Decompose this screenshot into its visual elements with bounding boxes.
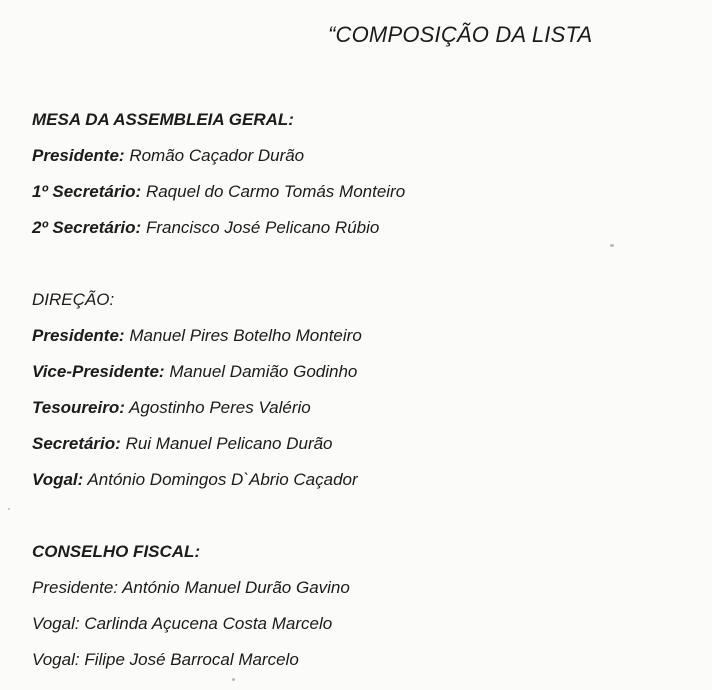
role-label: Presidente: (32, 326, 125, 345)
mesa-row (32, 146, 304, 166)
scan-speck (232, 678, 235, 681)
role-label: Vice-Presidente: (32, 362, 165, 381)
mesa-row (32, 218, 379, 238)
member-name: Raquel do Carmo Tomás Monteiro (145, 182, 406, 201)
role-label: Presidente: (32, 578, 118, 597)
scan-speck (8, 508, 10, 510)
conselho-row (32, 650, 299, 670)
member-name: Filipe José Barrocal Marcelo (84, 650, 299, 669)
direcao-row (32, 470, 358, 490)
conselho-row (32, 578, 350, 598)
document-title: “COMPOSIÇÃO DA LISTA (328, 22, 593, 47)
member-name: António Manuel Durão Gavino (122, 578, 350, 597)
role-label: Vogal: (32, 650, 80, 669)
member-name: Francisco José Pelicano Rúbio (145, 218, 380, 237)
direcao-row (32, 326, 362, 346)
role-label: 1º Secretário: (32, 182, 142, 201)
role-label: Vogal: (32, 614, 80, 633)
member-name: Manuel Pires Botelho Monteiro (129, 326, 362, 345)
direcao-row (32, 434, 333, 454)
section-heading-direcao: DIREÇÃO: (32, 290, 115, 309)
conselho-row (32, 614, 332, 634)
member-name: António Domingos D`Abrio Caçador (87, 470, 358, 489)
member-name: Manuel Damião Godinho (169, 362, 358, 381)
section-heading-mesa: MESA DA ASSEMBLEIA GERAL: (32, 110, 294, 129)
scan-speck (610, 244, 614, 247)
role-label: Tesoureiro: (32, 398, 125, 417)
member-name: Carlinda Açucena Costa Marcelo (84, 614, 333, 633)
role-label: Secretário: (32, 434, 121, 453)
direcao-row (32, 398, 311, 418)
role-label: 2º Secretário: (32, 218, 142, 237)
role-label: Presidente: (32, 146, 125, 165)
section-heading-conselho: CONSELHO FISCAL: (32, 542, 201, 561)
role-label: Vogal: (32, 470, 84, 489)
direcao-row (32, 362, 357, 382)
member-name: Agostinho Peres Valério (128, 398, 311, 417)
member-name: Rui Manuel Pelicano Durão (125, 434, 333, 453)
mesa-row (32, 182, 405, 202)
member-name: Romão Caçador Durão (129, 146, 305, 165)
